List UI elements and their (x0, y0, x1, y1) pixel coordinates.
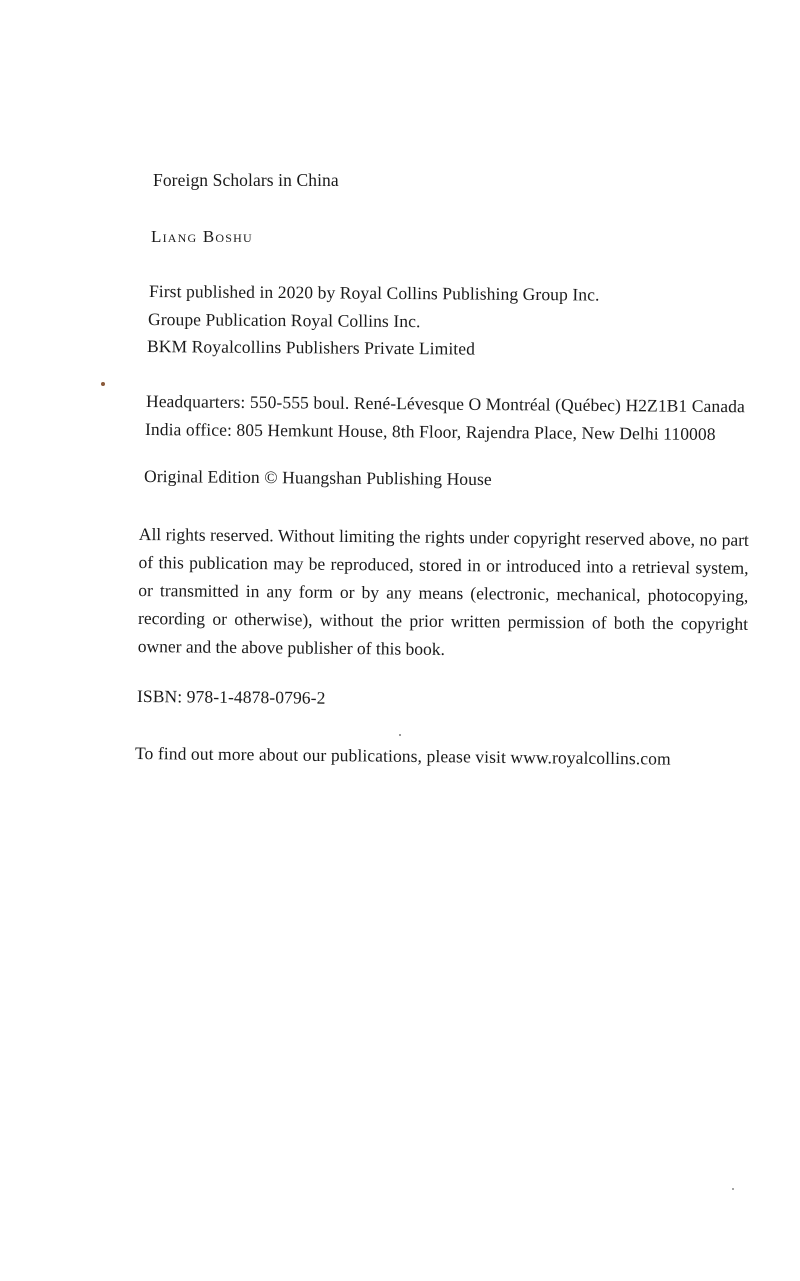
scan-speck (732, 1188, 734, 1190)
rights-statement: All rights reserved. Without limiting the rights under copyright reserved above, no part of this publication may be reproduced, stored in or introduced into a retrieval system, or transmitted in any form or by any means (electronic, mechanical, photocopying, recording or otherwise), without the prior written permission of both the copyright owner and the above publisher of this book. (137, 523, 749, 659)
scan-speck (101, 382, 105, 386)
book-title: Foreign Scholars in China (153, 170, 339, 190)
website-notice: To find out more about our publications, please visit www.royalcollins.com (134, 743, 671, 769)
publication-line-2: Groupe Publication Royal Collins Inc. (147, 309, 421, 332)
headquarters-address: Headquarters: 550-555 boul. René-Lévesque O Montréal (Québec) H2Z1B1 Canada (145, 391, 745, 417)
publication-line-1: First published in 2020 by Royal Collins Publishing Group Inc. (148, 281, 600, 305)
original-edition-notice: Original Edition © Huangshan Publishing House (143, 466, 492, 490)
isbn: ISBN: 978-1-4878-0796-2 (136, 686, 326, 708)
author-name: Liang Boshu (151, 227, 253, 246)
publication-line-3: BKM Royalcollins Publishers Private Limited (146, 336, 476, 359)
scan-speck (399, 734, 401, 736)
india-office-address: India office: 805 Hemkunt House, 8th Floor, Rajendra Place, New Delhi 110008 (144, 419, 716, 444)
